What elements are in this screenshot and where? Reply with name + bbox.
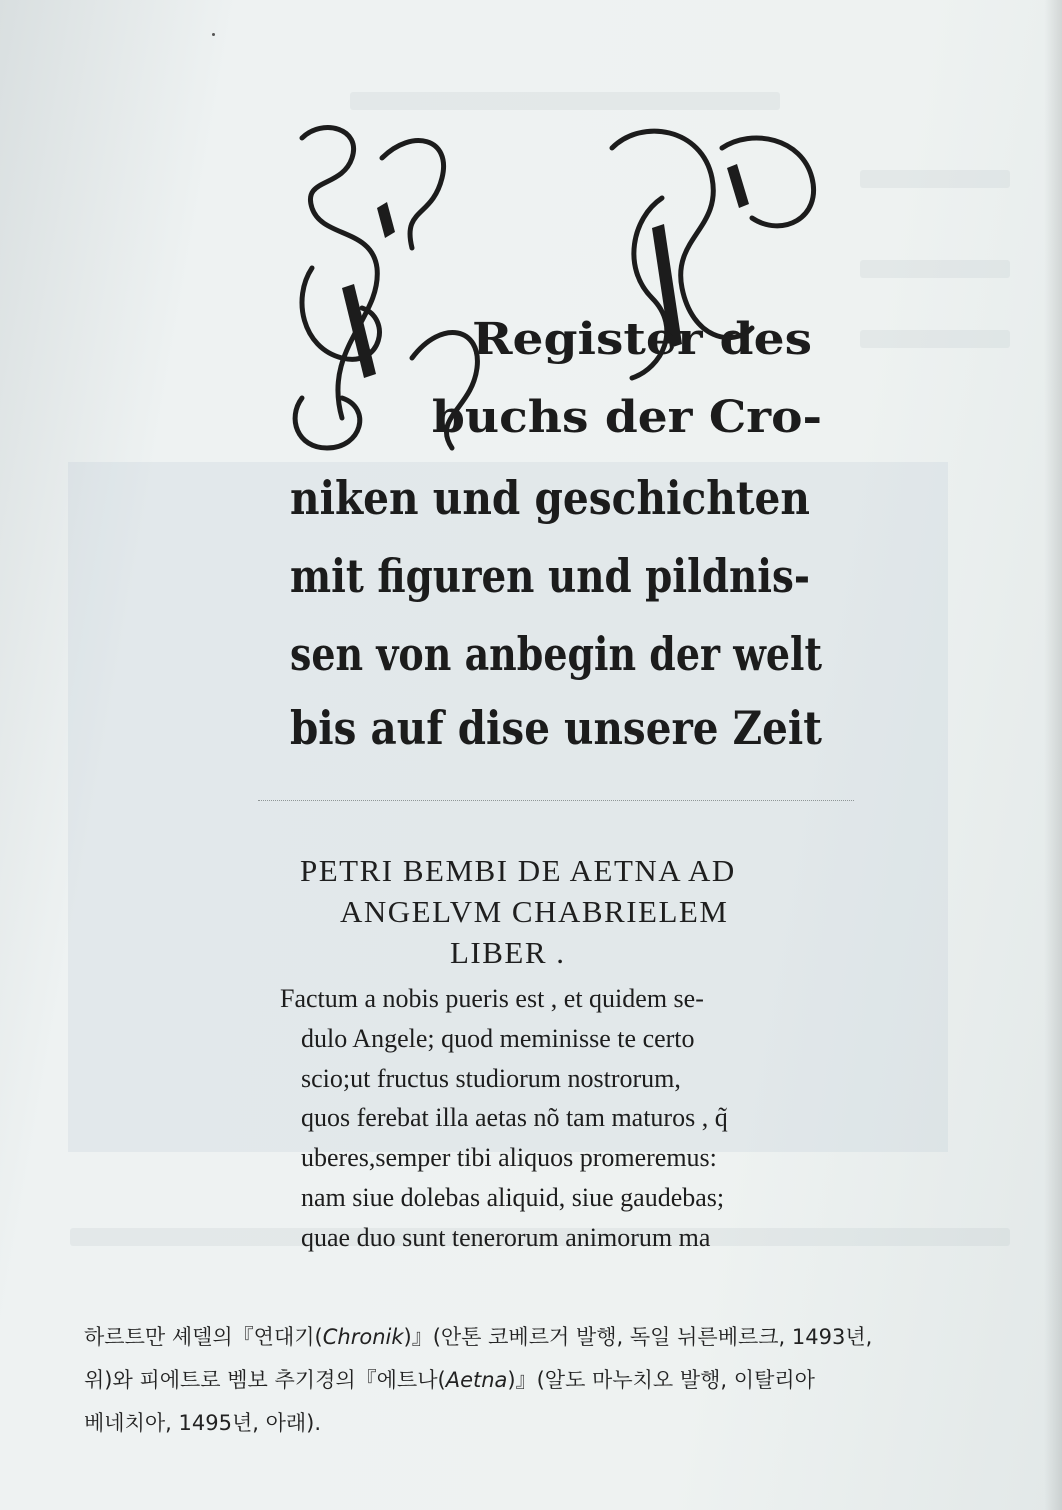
caption-text: 위)와 피에트로 벰보 추기경의『에트나(	[84, 1368, 446, 1392]
caption-line-3: 베네치아, 1495년, 아래).	[84, 1411, 322, 1435]
blackletter-illustration	[282, 118, 830, 754]
caption-text: )』(알도 마누치오 발행, 이탈리아	[507, 1368, 815, 1392]
aetna-body-line: quae duo sunt tenerorum animorum ma	[301, 1222, 711, 1252]
aetna-title	[280, 850, 840, 973]
figure-divider	[258, 800, 854, 801]
bleed-through-text	[350, 92, 780, 110]
caption-line-2	[84, 1359, 1024, 1402]
page-edge-shadow	[1044, 0, 1062, 1510]
bleed-through-text	[860, 260, 1010, 278]
bleed-through-text	[860, 170, 1010, 188]
aetna-text-figure	[280, 850, 840, 1258]
aetna-body-line: Factum a nobis pueris est , et quidem se-	[280, 984, 704, 1013]
caption-text: )』(안톤 코베르거 발행, 독일 뉘른베르크, 1493년,	[403, 1325, 873, 1349]
blackletter-line-5: sen von anbegin der welt	[290, 627, 823, 681]
aetna-body-line: nam siue dolebas aliquid, siue gaudebas;	[301, 1182, 725, 1212]
blackletter-line-4: mit figuren und pildnis-	[290, 549, 810, 603]
blackletter-line-3: niken und geschichten	[290, 471, 810, 525]
aetna-body	[280, 979, 840, 1258]
aetna-body-line: uberes,semper tibi aliquos promeremus:	[301, 1143, 717, 1173]
aetna-body-line: dulo Angele; quod meminisse te certo	[301, 1023, 695, 1053]
bleed-through-text	[860, 330, 1010, 348]
aetna-title-line-1: PETRI BEMBI DE AETNA AD	[300, 853, 736, 888]
paper-speck	[212, 33, 215, 36]
aetna-title-line-2: ANGELVM CHABRIELEM	[340, 894, 729, 929]
blackletter-line-6: bis auf dise unsere Zeit	[290, 701, 823, 755]
blackletter-line-1: Register des	[472, 314, 812, 365]
aetna-body-line: quos ferebat illa aetas nõ tam maturos , q̃	[301, 1103, 728, 1133]
chronik-title-figure	[282, 118, 830, 754]
aetna-body-line: scio;ut fructus studiorum nostrorum,	[301, 1063, 681, 1093]
figure-caption	[84, 1316, 1024, 1445]
aetna-title-line-3: LIBER .	[450, 935, 566, 970]
caption-text: 하르트만 셰델의『연대기(	[84, 1325, 323, 1349]
caption-italic-title: Chronik	[322, 1325, 404, 1349]
blackletter-line-2: buchs der Cro-	[432, 392, 822, 443]
caption-line-1	[84, 1316, 1024, 1359]
caption-italic-title: Aetna	[445, 1368, 508, 1392]
